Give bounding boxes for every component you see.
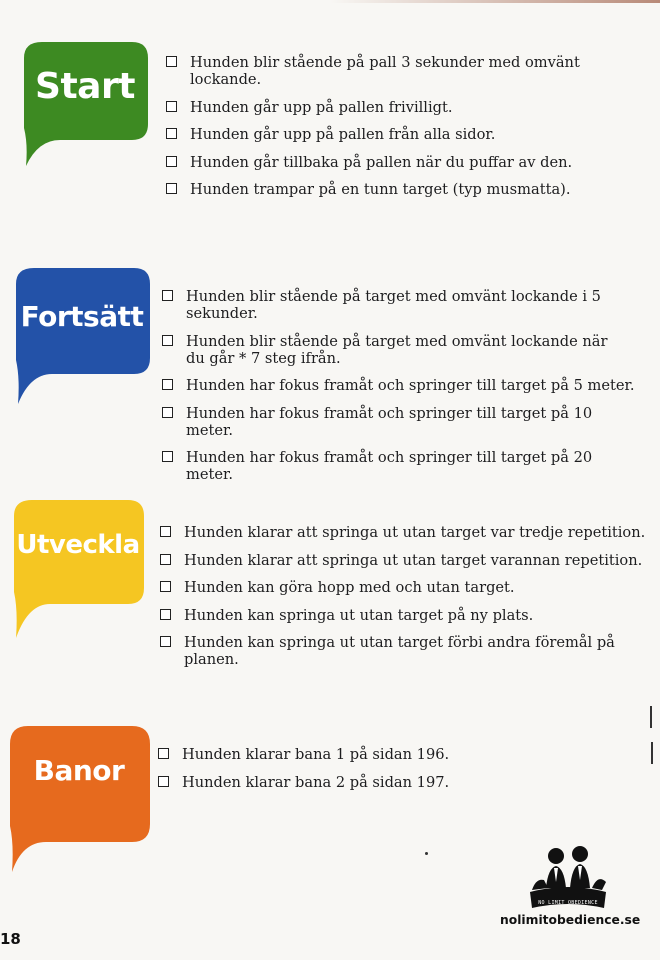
bubble-fill [14,500,144,638]
margin-mark [651,742,653,764]
checkbox[interactable] [160,636,171,647]
checklist-item [160,524,650,541]
checklist [162,288,642,494]
page-number: 18 [0,930,21,948]
item-text: Hunden går upp på pallen från alla sidor. [190,126,496,143]
banor-bubble [6,724,152,874]
checklist [166,54,646,209]
checklist-item [166,99,646,116]
section-title: Start [35,66,135,107]
bubble-shape [12,266,152,406]
checkbox[interactable] [162,290,173,301]
item-text: Hunden går tillbaka på pallen när du puffar av den. [190,153,573,171]
margin-mark [425,852,428,855]
checklist [158,746,638,801]
item-text: Hunden har fokus framåt och springer till target på 10 meter. [186,404,593,439]
checkbox[interactable] [160,609,171,620]
checkbox[interactable] [158,776,169,787]
checklist [160,524,650,679]
checkbox[interactable] [160,581,171,592]
checklist-item [160,607,650,624]
checkbox[interactable] [166,156,177,167]
checklist-item [160,552,650,569]
item-text: Hunden trampar på en tunn target (typ musmatta). [190,181,571,198]
item-text: Hunden blir stående på pall 3 sekunder med omvänt lockande. [190,54,580,88]
checkbox[interactable] [166,183,177,194]
start-bubble [20,40,150,170]
bubble-fill [10,726,150,872]
fortsatt-bubble [12,266,152,406]
item-text: Hunden klarar bana 1 på sidan 196. [182,746,450,763]
item-text: Hunden kan springa ut utan target på ny plats. [184,606,534,624]
item-text: Hunden blir stående på target med omvänt lockande när du går * 7 steg ifrån. [186,332,608,367]
no-limit-obedience-logo [526,842,610,914]
checklist-item [166,54,646,88]
checkbox[interactable] [166,56,177,67]
item-text: Hunden har fokus framåt och springer till target på 20 meter. [186,449,593,483]
item-text: Hunden kan göra hopp med och utan target. [184,579,515,596]
item-text: Hunden klarar att springa ut utan target varannan repetition. [184,551,643,569]
checklist-item [158,746,638,763]
checklist-item [162,333,642,367]
item-text: Hunden kan springa ut utan target förbi andra föremål på planen. [184,634,615,668]
checklist-item [162,405,642,439]
checkbox[interactable] [162,451,173,462]
checklist-item [158,774,638,791]
checkbox[interactable] [160,526,171,537]
bubble-shape [6,724,152,874]
page-top-edge [330,0,660,3]
section-start [0,40,660,198]
checkbox[interactable] [158,748,169,759]
checklist-item [166,154,646,171]
bubble-shape [10,498,146,638]
section-title: Fortsätt [20,300,144,333]
item-text: Hunden klarar att springa ut utan target var tredje repetition. [184,524,646,541]
item-text: Hunden blir stående på target med omvänt lockande i 5 sekunder. [186,288,601,322]
logo-text: NO LIMIT OBEDIENCE [538,900,598,906]
section-title: Utveckla [16,530,140,560]
checklist-item [162,449,642,483]
checkbox[interactable] [162,407,173,418]
checklist-item [166,181,646,198]
checkbox[interactable] [162,379,173,390]
section-title: Banor [33,754,125,787]
checklist-item [162,377,642,394]
checklist-item [162,288,642,322]
item-text: Hunden klarar bana 2 på sidan 197. [182,773,450,791]
item-text: Hunden går upp på pallen frivilligt. [190,98,453,116]
checklist-item [160,634,650,668]
website-url: nolimitobedience.se [500,913,641,927]
checkbox[interactable] [166,128,177,139]
checkbox[interactable] [166,101,177,112]
checkbox[interactable] [160,554,171,565]
checkbox[interactable] [162,335,173,346]
checklist-item [166,126,646,143]
margin-mark [650,706,652,728]
checklist-item [160,579,650,596]
bubble-fill [16,268,150,404]
item-text: Hunden har fokus framåt och springer till target på 5 meter. [186,377,635,394]
utveckla-bubble [10,498,146,638]
section-utveckla [0,498,660,668]
section-fortsatt [0,266,660,483]
